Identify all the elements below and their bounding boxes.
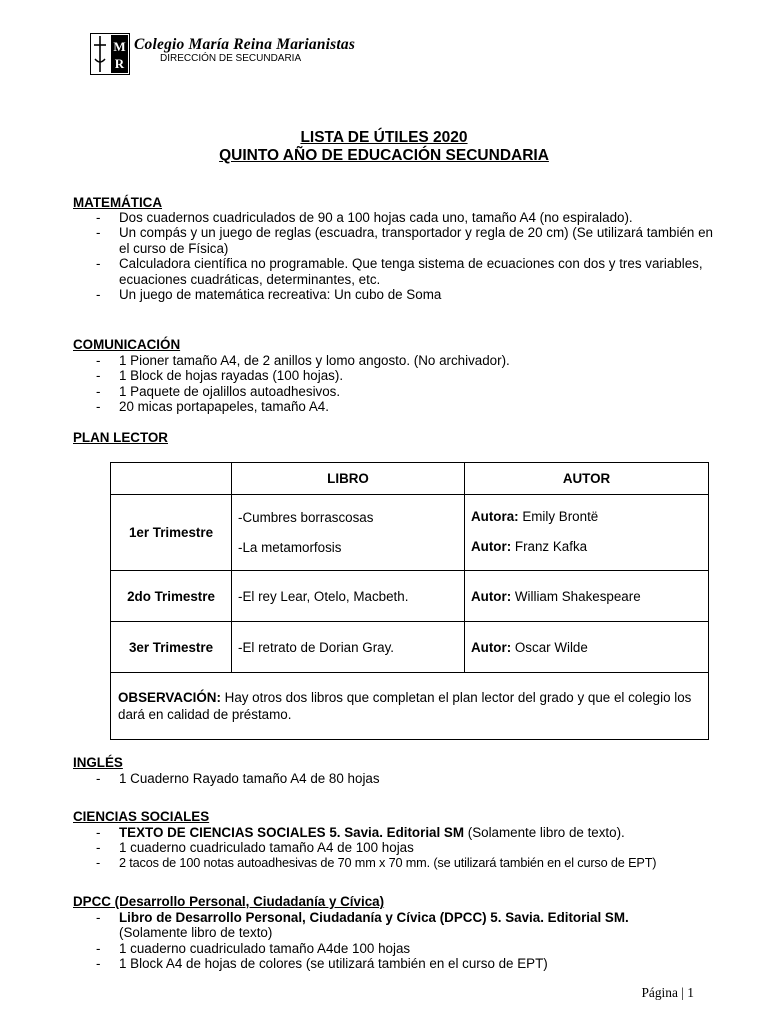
term-cell: 2do Trimestre xyxy=(111,571,232,622)
book-title: -La metamorfosis xyxy=(238,540,342,555)
book-cell: -El rey Lear, Otelo, Macbeth. xyxy=(232,571,465,622)
observation-row xyxy=(111,673,709,740)
author-name: Emily Brontë xyxy=(518,508,599,524)
author-label: Autora: xyxy=(471,508,519,524)
author-label: Autor: xyxy=(471,639,512,655)
logo-letter-m: M xyxy=(113,39,126,54)
author-cell xyxy=(465,495,709,571)
term-cell: 3er Trimestre xyxy=(111,622,232,673)
author-label: Autor: xyxy=(471,588,512,604)
list-ingles xyxy=(73,771,713,786)
observation-text: Hay otros dos libros que completan el plan lector del grado y que el colegio los dará en calidad de préstamo. xyxy=(118,690,692,722)
section-heading-plan-lector: PLAN LECTOR xyxy=(73,430,168,445)
textbook-note: (Solamente libro de texto) xyxy=(119,925,273,941)
list-matematica xyxy=(73,210,713,302)
plan-lector-table xyxy=(110,462,709,740)
term-cell: 1er Trimestre xyxy=(111,495,232,571)
author-name: Franz Kafka xyxy=(511,538,588,554)
section-heading-ciencias-sociales: CIENCIAS SOCIALES xyxy=(73,809,210,824)
logo-letter-r: R xyxy=(114,56,125,71)
author-name: William Shakespeare xyxy=(511,588,641,604)
list-dpcc xyxy=(73,910,713,972)
table-row xyxy=(111,622,709,673)
section-heading-dpcc: DPCC (Desarrollo Personal, Ciudadanía y Cívica) xyxy=(73,894,385,909)
section-heading-matematica: MATEMÁTICA xyxy=(73,195,163,210)
textbook-title: TEXTO DE CIENCIAS SOCIALES 5. Savia. Editorial SM xyxy=(119,825,465,840)
table-header-book: LIBRO xyxy=(232,463,465,495)
author-cell xyxy=(465,622,709,673)
list-item: - 1 cuaderno cuadriculado tamaño A4 de 100 hojas xyxy=(73,840,713,855)
book-cell: -El retrato de Dorian Gray. xyxy=(232,622,465,673)
table-header-empty xyxy=(111,463,232,495)
list-item: - 1 Cuaderno Rayado tamaño A4 de 80 hojas xyxy=(73,771,713,786)
author-cell xyxy=(465,571,709,622)
school-logo xyxy=(90,33,130,75)
table-header-row xyxy=(111,463,709,495)
document-subtitle: QUINTO AÑO DE EDUCACIÓN SECUNDARIA xyxy=(219,147,549,164)
table-row xyxy=(111,495,709,571)
observation-cell xyxy=(111,673,709,740)
school-name: Colegio María Reina Marianistas xyxy=(134,36,356,53)
department-name: DIRECCIÓN DE SECUNDARIA xyxy=(160,53,302,64)
textbook-note: (Solamente libro de texto). xyxy=(464,825,625,840)
page-number: Página | 1 xyxy=(641,985,694,1000)
list-item: - 1 Paquete de ojalillos autoadhesivos. xyxy=(73,384,713,399)
list-item: - 2 tacos de 100 notas autoadhesivas de 70 mm x 70 mm. (se utilizará también en el curso de EPT) xyxy=(73,856,713,871)
list-item: - Dos cuadernos cuadriculados de 90 a 100 hojas cada uno, tamaño A4 (no espiralado). xyxy=(73,210,713,225)
author-label: Autor: xyxy=(471,538,512,554)
document-title: LISTA DE ÚTILES 2020 xyxy=(300,129,468,146)
book-title: -Cumbres borrascosas xyxy=(238,510,374,525)
section-heading-ingles: INGLÉS xyxy=(73,755,123,770)
textbook-title: Libro de Desarrollo Personal, Ciudadanía y Cívica (DPCC) 5. Savia. Editorial SM. xyxy=(119,910,629,925)
list-item: - 1 Block de hojas rayadas (100 hojas). xyxy=(73,368,713,383)
list-comunicacion xyxy=(73,353,713,415)
list-item xyxy=(73,825,713,840)
list-item: - 20 micas portapapeles, tamaño A4. xyxy=(73,399,713,414)
list-item: - 1 Block A4 de hojas de colores (se utilizará también en el curso de EPT) xyxy=(73,956,713,971)
list-item: - Un compás y un juego de reglas (escuadra, transportador y regla de 20 cm) (Se utilizará también en el curso de Física) xyxy=(73,225,713,256)
list-item xyxy=(73,910,713,941)
list-item: - 1 Pioner tamaño A4, de 2 anillos y lomo angosto. (No archivador). xyxy=(73,353,713,368)
author-name: Oscar Wilde xyxy=(511,639,588,655)
list-ciencias-sociales xyxy=(73,825,713,871)
list-item: - Calculadora científica no programable. Que tenga sistema de ecuaciones con dos y tres variables, ecuaciones cuadráticas, determinantes, etc. xyxy=(73,256,713,287)
book-cell xyxy=(232,495,465,571)
observation-label: OBSERVACIÓN: xyxy=(118,690,221,705)
table-row xyxy=(111,571,709,622)
table-header-author: AUTOR xyxy=(465,463,709,495)
list-item: - Un juego de matemática recreativa: Un cubo de Soma xyxy=(73,287,713,302)
list-item: - 1 cuaderno cuadriculado tamaño A4de 100 hojas xyxy=(73,941,713,956)
section-heading-comunicacion: COMUNICACIÓN xyxy=(73,337,181,352)
